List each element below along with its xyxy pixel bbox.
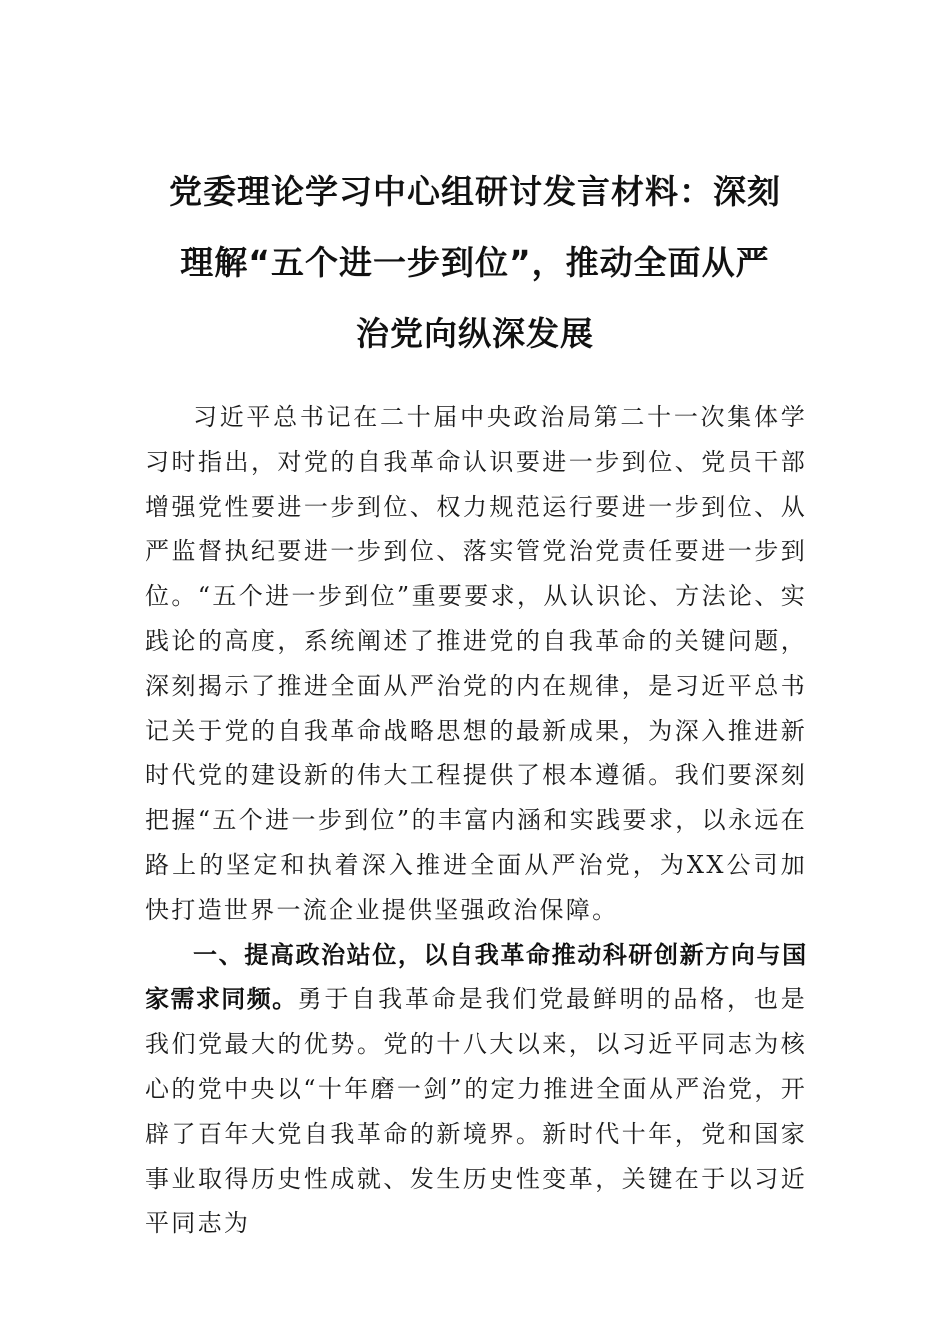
title-line-1: 党委理论学习中心组研讨发言材料：深刻	[169, 172, 781, 211]
title-line-3: 治党向纵深发展	[356, 314, 594, 353]
intro-paragraph: 习近平总书记在二十届中央政治局第二十一次集体学习时指出，对党的自我革命认识要进一步到位、党员干部增强党性要进一步到位、权力规范运行要进一步到位、从严监督执纪要进一步到位、落实管党治党责任要进一步到位。“五个进一步到位”重要要求，从认识论、方法论、实践论的高度，系统阐述了推进党的自我革命的关键问题，深刻揭示了推进全面从严治党的内在规律，是习近平总书记关于党的自我革命战略思想的最新成果，为深入推进新时代党的建设新的伟大工程提供了根本遵循。我们要深刻把握“五个进一步到位”的丰富内涵和实践要求，以永远在路上的坚定和执着深入推进全面从严治党，为XX公司加快打造世界一流企业提供坚强政治保障。	[145, 403, 807, 924]
document-title	[145, 156, 805, 369]
section-1-text: 勇于自我革命是我们党最鲜明的品格，也是我们党最大的优势。党的十八大以来，以习近平同志为核心的党中央以“十年磨一剑”的定力推进全面从严治党，开辟了百年大党自我革命的新境界。新时代十年，党和国家事业取得历史性成就、发生历史性变革，关键在于以习近平同志为	[145, 985, 807, 1238]
section-1-paragraph	[145, 933, 807, 1247]
document-body	[145, 395, 807, 1246]
section-1-heading: 一、提高政治站位，以自我革命推动科研创新方向与国家需求同频。	[145, 940, 807, 1014]
title-line-2: 理解“五个进一步到位”，推动全面从严	[180, 243, 770, 282]
